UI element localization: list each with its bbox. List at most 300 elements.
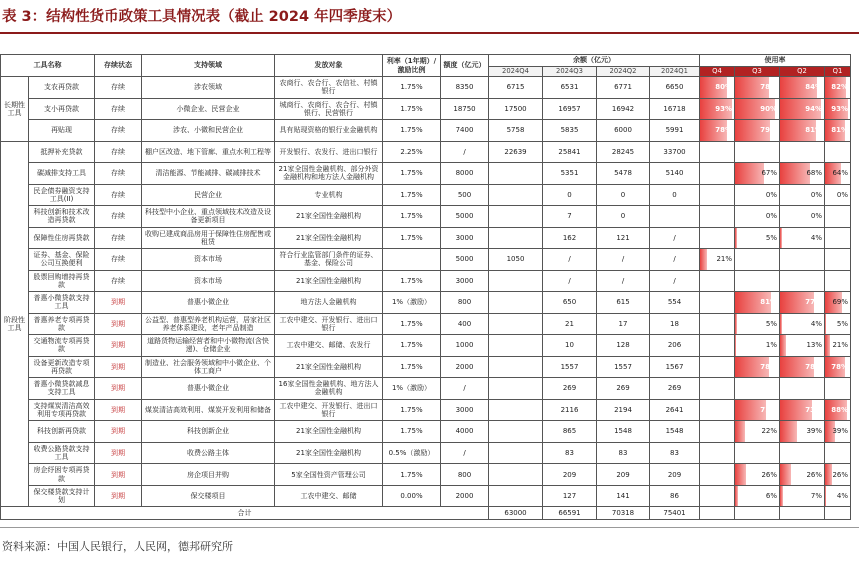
usage-value: 26% [761, 470, 777, 479]
balance-cell: 17 [597, 313, 650, 335]
quota-cell: 2000 [441, 356, 489, 378]
rate-cell: 1.75% [383, 206, 441, 228]
usage-cell [825, 356, 851, 378]
balance-cell: / [543, 249, 597, 271]
usage-cell [780, 378, 825, 400]
table-row [1, 464, 851, 486]
status-cell: 存续 [95, 270, 142, 292]
balance-cell [489, 184, 543, 206]
balance-cell: 615 [597, 292, 650, 314]
usage-value: 26% [832, 470, 848, 479]
balance-cell: 269 [543, 378, 597, 400]
usage-cell [735, 464, 780, 486]
quota-cell: 3000 [441, 270, 489, 292]
support-cell: 科技创新企业 [142, 421, 275, 443]
balance-cell: 127 [543, 485, 597, 507]
header-usage-q4: Q4 [700, 67, 735, 77]
balance-cell [489, 399, 543, 421]
balance-cell: 86 [650, 485, 700, 507]
usage-cell [825, 184, 851, 206]
usage-cell [700, 356, 735, 378]
balance-cell: 25841 [543, 141, 597, 163]
total-usage-cell [780, 507, 825, 520]
balance-cell [489, 206, 543, 228]
balance-cell [489, 313, 543, 335]
target-cell: 符合行业监管部门条件的证券、基金、保险公司 [275, 249, 383, 271]
balance-cell: 5991 [650, 120, 700, 142]
usage-value: 0% [810, 212, 822, 221]
table-row [1, 206, 851, 228]
quota-cell: 3000 [441, 227, 489, 249]
usage-cell [735, 270, 780, 292]
balance-cell: / [650, 227, 700, 249]
usage-cell [700, 485, 735, 507]
support-cell: 民营企业 [142, 184, 275, 206]
usage-cell [825, 485, 851, 507]
tool-name-cell: 民企债券融资支持工具(II) [29, 184, 95, 206]
support-cell: 科技型中小企业、重点领域技术改造及设备更新项目 [142, 206, 275, 228]
usage-value: 93% [715, 104, 732, 113]
balance-cell: 2116 [543, 399, 597, 421]
balance-cell: 269 [597, 378, 650, 400]
quota-cell: 7400 [441, 120, 489, 142]
target-cell: 16家全国性金融机构、地方法人金融机构 [275, 378, 383, 400]
balance-cell: 0 [597, 206, 650, 228]
table-row [1, 77, 851, 99]
target-cell: 21家全国性金融机构 [275, 227, 383, 249]
balance-cell: 5758 [489, 120, 543, 142]
target-cell: 开发银行、农发行、进出口银行 [275, 141, 383, 163]
usage-cell [825, 120, 851, 142]
tool-name-cell: 支农再贷款 [29, 77, 95, 99]
usage-value: 90% [760, 104, 777, 113]
usage-cell [735, 335, 780, 357]
table-row [1, 184, 851, 206]
total-usage-cell [825, 507, 851, 520]
usage-cell [780, 356, 825, 378]
usage-cell [825, 464, 851, 486]
total-usage-cell [735, 507, 780, 520]
usage-value: 67% [761, 169, 777, 178]
usage-value: 21% [832, 341, 848, 350]
usage-cell [780, 249, 825, 271]
status-cell: 到期 [95, 399, 142, 421]
balance-cell: 206 [650, 335, 700, 357]
quota-cell: 800 [441, 292, 489, 314]
source-divider [0, 527, 859, 528]
balance-cell: 1548 [650, 421, 700, 443]
usage-value: 4% [810, 319, 822, 328]
usage-value: 0% [836, 190, 848, 199]
rate-cell: 1.75% [383, 356, 441, 378]
balance-cell: / [650, 249, 700, 271]
usage-cell [735, 98, 780, 120]
balance-cell: 121 [597, 227, 650, 249]
usage-cell [825, 249, 851, 271]
usage-value: 21% [716, 255, 732, 264]
balance-cell: 0 [597, 184, 650, 206]
usage-cell [700, 464, 735, 486]
total-balance-cell: 66591 [543, 507, 597, 520]
balance-cell: 650 [543, 292, 597, 314]
rate-cell: 0.00% [383, 485, 441, 507]
header-status: 存续状态 [95, 55, 142, 77]
tool-name-cell: 保障性住房再贷款 [29, 227, 95, 249]
table-row [1, 292, 851, 314]
usage-cell [700, 378, 735, 400]
usage-cell [700, 442, 735, 464]
balance-cell: / [543, 270, 597, 292]
table-row [1, 120, 851, 142]
target-cell: 城商行、农商行、农合行、村镇银行、民营银行 [275, 98, 383, 120]
usage-cell [780, 98, 825, 120]
support-cell: 棚户区改造、地下管廊、重点水利工程等 [142, 141, 275, 163]
usage-cell [735, 485, 780, 507]
balance-cell [489, 356, 543, 378]
balance-cell: 554 [650, 292, 700, 314]
usage-cell [700, 163, 735, 185]
usage-cell [825, 98, 851, 120]
support-cell: 资本市场 [142, 249, 275, 271]
usage-cell [780, 141, 825, 163]
table-row [1, 335, 851, 357]
balance-cell: 1548 [597, 421, 650, 443]
balance-cell: 28245 [597, 141, 650, 163]
usage-value: 77% [805, 298, 822, 307]
support-cell: 清洁能源、节能减排、碳减排技术 [142, 163, 275, 185]
header-balance-q4: 2024Q4 [489, 67, 543, 77]
quota-cell: 3000 [441, 399, 489, 421]
usage-cell [700, 227, 735, 249]
target-cell: 工农中建交、开发银行、进出口银行 [275, 399, 383, 421]
quota-cell: 500 [441, 184, 489, 206]
usage-value: 0% [810, 190, 822, 199]
usage-value: 78% [831, 362, 848, 371]
rate-cell: 1.75% [383, 163, 441, 185]
balance-cell: 83 [650, 442, 700, 464]
usage-value: 1% [765, 341, 777, 350]
target-cell: 工农中建交、开发银行、进出口银行 [275, 313, 383, 335]
total-label: 合计 [1, 507, 489, 520]
rate-cell: 1.75% [383, 399, 441, 421]
usage-value: 69% [832, 298, 848, 307]
status-cell: 到期 [95, 464, 142, 486]
total-balance-cell: 75401 [650, 507, 700, 520]
status-cell: 到期 [95, 421, 142, 443]
balance-cell: 0 [650, 184, 700, 206]
usage-value: 4% [836, 492, 848, 501]
status-cell: 到期 [95, 485, 142, 507]
table-row [1, 378, 851, 400]
usage-cell [700, 77, 735, 99]
title-divider [0, 32, 859, 34]
table-row [1, 399, 851, 421]
target-cell: 5家全国性资产管理公司 [275, 464, 383, 486]
usage-cell [780, 292, 825, 314]
rate-cell: 1.75% [383, 184, 441, 206]
support-cell: 普惠小微企业 [142, 378, 275, 400]
balance-cell [489, 163, 543, 185]
table-row [1, 163, 851, 185]
usage-value: 7% [810, 492, 822, 501]
status-cell: 存续 [95, 77, 142, 99]
usage-cell [735, 227, 780, 249]
table-row [1, 249, 851, 271]
quota-cell: 800 [441, 464, 489, 486]
balance-cell [489, 485, 543, 507]
usage-cell [825, 442, 851, 464]
total-balance-cell: 63000 [489, 507, 543, 520]
rate-cell: 1.75% [383, 120, 441, 142]
category-long-term: 长期性工具 [1, 77, 29, 142]
source-note: 资料来源：中国人民银行，人民网，德邦研究所 [2, 540, 233, 553]
balance-cell: 865 [543, 421, 597, 443]
rate-cell: 0.5%（激励） [383, 442, 441, 464]
usage-value: 78% [760, 83, 777, 92]
target-cell: 农商行、农合行、农信社、村镇银行 [275, 77, 383, 99]
table-row [1, 227, 851, 249]
usage-value: 39% [832, 427, 848, 436]
balance-cell: 10 [543, 335, 597, 357]
balance-cell: 2194 [597, 399, 650, 421]
status-cell: 存续 [95, 184, 142, 206]
tool-name-cell: 支持煤炭清洁高效利用专项再贷款 [29, 399, 95, 421]
table-row [1, 442, 851, 464]
usage-cell [700, 421, 735, 443]
balance-cell: 209 [650, 464, 700, 486]
balance-cell: 83 [543, 442, 597, 464]
rate-cell: 1.75% [383, 227, 441, 249]
usage-value: 81% [831, 126, 848, 135]
target-cell: 工农中建交、邮储 [275, 485, 383, 507]
balance-cell: 21 [543, 313, 597, 335]
status-cell: 存续 [95, 141, 142, 163]
usage-cell [825, 313, 851, 335]
balance-cell [489, 378, 543, 400]
tool-name-cell: 抵押补充贷款 [29, 141, 95, 163]
balance-cell [489, 335, 543, 357]
table-row [1, 421, 851, 443]
usage-value: 81% [760, 298, 777, 307]
usage-value: 79% [760, 126, 777, 135]
category-stage: 阶段性工具 [1, 141, 29, 507]
status-cell: 存续 [95, 249, 142, 271]
header-balance-q2: 2024Q2 [597, 67, 650, 77]
usage-value: 78% [715, 126, 732, 135]
status-cell: 存续 [95, 227, 142, 249]
header-usage-q1: Q1 [825, 67, 851, 77]
status-cell: 存续 [95, 120, 142, 142]
table-row [1, 356, 851, 378]
quota-cell: 8000 [441, 163, 489, 185]
balance-cell: 2641 [650, 399, 700, 421]
usage-value: 22% [761, 427, 777, 436]
tool-name-cell: 普惠小微贷款减息支持工具 [29, 378, 95, 400]
usage-value: 26% [806, 470, 822, 479]
tool-name-cell: 普惠小微贷款支持工具 [29, 292, 95, 314]
table-row [1, 141, 851, 163]
support-cell: 制造业、社会服务领域和中小微企业、个体工商户 [142, 356, 275, 378]
balance-cell: 1557 [543, 356, 597, 378]
usage-cell [700, 120, 735, 142]
balance-cell: 269 [650, 378, 700, 400]
table-row [1, 313, 851, 335]
support-cell: 涉农、小微和民营企业 [142, 120, 275, 142]
target-cell: 21家全国性金融机构 [275, 421, 383, 443]
balance-cell: 128 [597, 335, 650, 357]
usage-cell [780, 184, 825, 206]
usage-cell [735, 120, 780, 142]
usage-cell [780, 120, 825, 142]
rate-cell: 1.75% [383, 335, 441, 357]
usage-cell [735, 163, 780, 185]
support-cell: 房企项目并购 [142, 464, 275, 486]
support-cell: 涉农领域 [142, 77, 275, 99]
usage-cell [735, 313, 780, 335]
quota-cell: 5000 [441, 249, 489, 271]
balance-cell: 0 [543, 184, 597, 206]
tool-name-cell: 股票回购增持再贷款 [29, 270, 95, 292]
support-cell: 普惠小微企业 [142, 292, 275, 314]
usage-cell [825, 421, 851, 443]
usage-cell [825, 335, 851, 357]
policy-tools-table [0, 54, 851, 520]
table-row [1, 98, 851, 120]
support-cell: 收费公路主体 [142, 442, 275, 464]
usage-cell [780, 77, 825, 99]
header-usage-q3: Q3 [735, 67, 780, 77]
tool-name-cell: 保交楼贷款支持计划 [29, 485, 95, 507]
support-cell: 公益型、普惠型养老机构运营，居家社区养老体系建设，老年产品制造 [142, 313, 275, 335]
usage-cell [735, 184, 780, 206]
usage-cell [780, 270, 825, 292]
usage-cell [735, 399, 780, 421]
balance-cell [489, 421, 543, 443]
usage-cell [735, 249, 780, 271]
usage-value: 4% [810, 233, 822, 242]
balance-cell [489, 464, 543, 486]
tool-name-cell: 科技创新再贷款 [29, 421, 95, 443]
balance-cell: 209 [543, 464, 597, 486]
header-balance: 余额（亿元） [489, 55, 700, 67]
rate-cell: 1.75% [383, 421, 441, 443]
quota-cell: 18750 [441, 98, 489, 120]
usage-cell [735, 77, 780, 99]
header-rate: 利率（1年期）/激励比例 [383, 55, 441, 77]
quota-cell: / [441, 442, 489, 464]
quota-cell: 4000 [441, 421, 489, 443]
usage-cell [825, 141, 851, 163]
usage-cell [780, 485, 825, 507]
rate-cell: 1%（激励） [383, 292, 441, 314]
usage-cell [700, 270, 735, 292]
usage-cell [825, 77, 851, 99]
status-cell: 到期 [95, 313, 142, 335]
target-cell: 专业机构 [275, 184, 383, 206]
usage-cell [825, 227, 851, 249]
usage-cell [700, 399, 735, 421]
usage-cell [825, 206, 851, 228]
balance-cell: 16957 [543, 98, 597, 120]
tool-name-cell: 设备更新改造专项再贷款 [29, 356, 95, 378]
usage-cell [735, 421, 780, 443]
balance-cell: 33700 [650, 141, 700, 163]
balance-cell: / [597, 249, 650, 271]
usage-cell [700, 141, 735, 163]
usage-value: 81% [805, 126, 822, 135]
usage-cell [780, 442, 825, 464]
balance-cell: 17500 [489, 98, 543, 120]
balance-cell: 1567 [650, 356, 700, 378]
target-cell: 21家全国性金融机构 [275, 270, 383, 292]
usage-value: 80% [715, 83, 732, 92]
target-cell: 21家全国性金融机构 [275, 356, 383, 378]
usage-value: 78% [805, 362, 822, 371]
header-target: 发放对象 [275, 55, 383, 77]
header-balance-q3: 2024Q3 [543, 67, 597, 77]
tool-name-cell: 证券、基金、保险公司互换便利 [29, 249, 95, 271]
quota-cell: 5000 [441, 206, 489, 228]
balance-cell [489, 292, 543, 314]
balance-cell [650, 206, 700, 228]
balance-cell: 209 [597, 464, 650, 486]
balance-cell: 22639 [489, 141, 543, 163]
support-cell: 道路货物运输经营者和中小微物流(含快递)、仓储企业 [142, 335, 275, 357]
header-balance-q1: 2024Q1 [650, 67, 700, 77]
header-quota: 额度（亿元） [441, 55, 489, 77]
total-row [1, 507, 851, 520]
usage-cell [780, 313, 825, 335]
header-tool-name: 工具名称 [1, 55, 95, 77]
usage-cell [735, 442, 780, 464]
usage-cell [700, 249, 735, 271]
balance-cell: 7 [543, 206, 597, 228]
tool-name-cell: 科技创新和技术改造再贷款 [29, 206, 95, 228]
usage-cell [735, 206, 780, 228]
balance-cell: 6650 [650, 77, 700, 99]
page-title: 表 3：结构性货币政策工具情况表（截止 2024 年四季度末） [2, 9, 402, 25]
support-cell: 资本市场 [142, 270, 275, 292]
total-balance-cell: 70318 [597, 507, 650, 520]
usage-value: 78% [760, 362, 777, 371]
usage-value: 6% [765, 492, 777, 501]
usage-cell [700, 292, 735, 314]
usage-cell [700, 313, 735, 335]
balance-cell: 6715 [489, 77, 543, 99]
rate-cell [383, 249, 441, 271]
usage-cell [780, 399, 825, 421]
usage-cell [735, 292, 780, 314]
usage-value: 94% [805, 104, 822, 113]
balance-cell: 18 [650, 313, 700, 335]
usage-cell [700, 206, 735, 228]
support-cell: 收购已建成商品房用于保障性住房配售或租赁 [142, 227, 275, 249]
balance-cell [489, 442, 543, 464]
usage-value: 39% [806, 427, 822, 436]
target-cell: 21家全国性金融机构、部分外资金融机构和地方法人金融机构 [275, 163, 383, 185]
status-cell: 存续 [95, 98, 142, 120]
usage-cell [825, 399, 851, 421]
usage-value: 0% [765, 190, 777, 199]
usage-value: 5% [836, 319, 848, 328]
balance-cell [489, 270, 543, 292]
table-row [1, 270, 851, 292]
usage-value: 5% [765, 233, 777, 242]
balance-cell: 5140 [650, 163, 700, 185]
usage-value: 13% [806, 341, 822, 350]
rate-cell: 1.75% [383, 464, 441, 486]
balance-cell: 83 [597, 442, 650, 464]
